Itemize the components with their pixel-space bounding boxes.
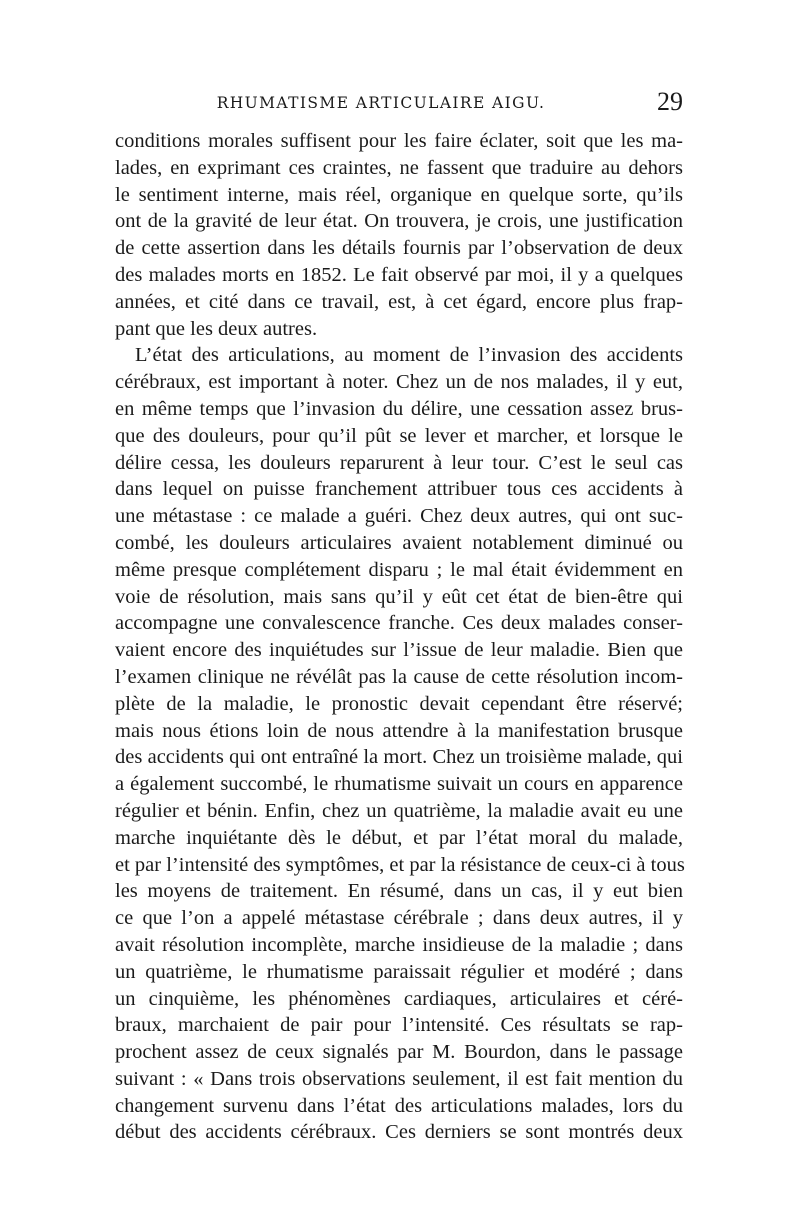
text-line: le sentiment interne, mais réel, organique en quelque sorte, qu’ils <box>115 183 683 206</box>
text-line: combé, les douleurs articulaires avaient notablement diminué ou <box>115 531 683 554</box>
text-line: même presque complétement disparu ; le mal était évidemment en <box>115 558 683 581</box>
text-line: lades, en exprimant ces craintes, ne fassent que traduire au dehors <box>115 156 683 179</box>
text-line: prochent assez de ceux signalés par M. Bourdon, dans le passage <box>115 1041 683 1064</box>
text-line: que des douleurs, pour qu’il pût se lever et marcher, et lorsque le <box>115 424 683 447</box>
text-line: changement survenu dans l’état des articulations malades, lors du <box>115 1094 683 1117</box>
text-line: marche inquiétante dès le début, et par l’état moral du malade, <box>115 826 683 849</box>
text-line: un cinquième, les phénomènes cardiaques, articulaires et céré- <box>115 987 683 1010</box>
text-line: voie de résolution, mais sans qu’il y eût cet état de bien-être qui <box>115 585 683 608</box>
text-line: ont de la gravité de leur état. On trouvera, je crois, une justification <box>115 210 683 233</box>
text-line: suivant : « Dans trois observations seulement, il est fait mention du <box>115 1067 683 1090</box>
text-line: l’examen clinique ne révélât pas la cause de cette résolution incom- <box>115 665 683 688</box>
text-line: conditions morales suffisent pour les faire éclater, soit que les ma- <box>115 130 683 152</box>
text-line: début des accidents cérébraux. Ces derniers se sont montrés deux <box>115 1121 683 1144</box>
paragraph <box>115 128 683 342</box>
text-line: de cette assertion dans les détails fournis par l’observation de deux <box>115 237 683 260</box>
page-header <box>115 88 683 128</box>
paragraph <box>115 342 683 1146</box>
text-line: ce que l’on a appelé métastase cérébrale ; dans deux autres, il y <box>115 907 683 930</box>
text-line: braux, marchaient de pair pour l’intensité. Ces résultats se rap- <box>115 1014 683 1037</box>
text-line: accompagne une convalescence franche. Ces deux malades conser- <box>115 612 683 635</box>
text-line: dans lequel on puisse franchement attribuer tous ces accidents à <box>115 478 683 501</box>
text-line: vaient encore des inquiétudes sur l’issue de leur maladie. Bien que <box>115 639 683 662</box>
text-line: en même temps que l’invasion du délire, une cessation assez brus- <box>115 397 683 420</box>
text-line: une métastase : ce malade a guéri. Chez deux autres, qui ont suc- <box>115 505 683 528</box>
running-title: RHUMATISME ARTICULAIRE AIGU. <box>216 94 546 112</box>
text-line: cérébraux, est important à noter. Chez un de nos malades, il y eut, <box>115 371 683 394</box>
text-line: années, et cité dans ce travail, est, à cet égard, encore plus frap- <box>115 290 683 313</box>
text-line: délire cessa, les douleurs reparurent à leur tour. C’est le seul cas <box>115 451 683 474</box>
text-line: mais nous étions loin de nous attendre à la manifestation brusque <box>115 719 683 742</box>
text-line: les moyens de traitement. En résumé, dans un cas, il y eut bien <box>115 880 683 903</box>
text-line: pant que les deux autres. <box>115 317 318 340</box>
text-line: un quatrième, le rhumatisme paraissait régulier et modéré ; dans <box>115 960 683 983</box>
text-line: et par l’intensité des symptômes, et par la résistance de ceux-ci à tous <box>115 853 685 876</box>
text-line: régulier et bénin. Enfin, chez un quatrième, la maladie avait eu une <box>115 799 683 822</box>
text-line: avait résolution incomplète, marche insidieuse de la maladie ; dans <box>115 933 683 956</box>
text-line: des malades morts en 1852. Le fait observé par moi, il y a quelques <box>115 263 683 286</box>
text-line: plète de la maladie, le pronostic devait cependant être réservé; <box>115 692 683 715</box>
text-line: a également succombé, le rhumatisme suivait un cours en apparence <box>115 773 683 796</box>
body-text <box>115 128 683 1146</box>
page-number: 29 <box>657 87 683 116</box>
text-line: des accidents qui ont entraîné la mort. Chez un troisième malade, qui <box>115 746 683 769</box>
text-line: L’état des articulations, au moment de l’invasion des accidents <box>135 344 683 367</box>
